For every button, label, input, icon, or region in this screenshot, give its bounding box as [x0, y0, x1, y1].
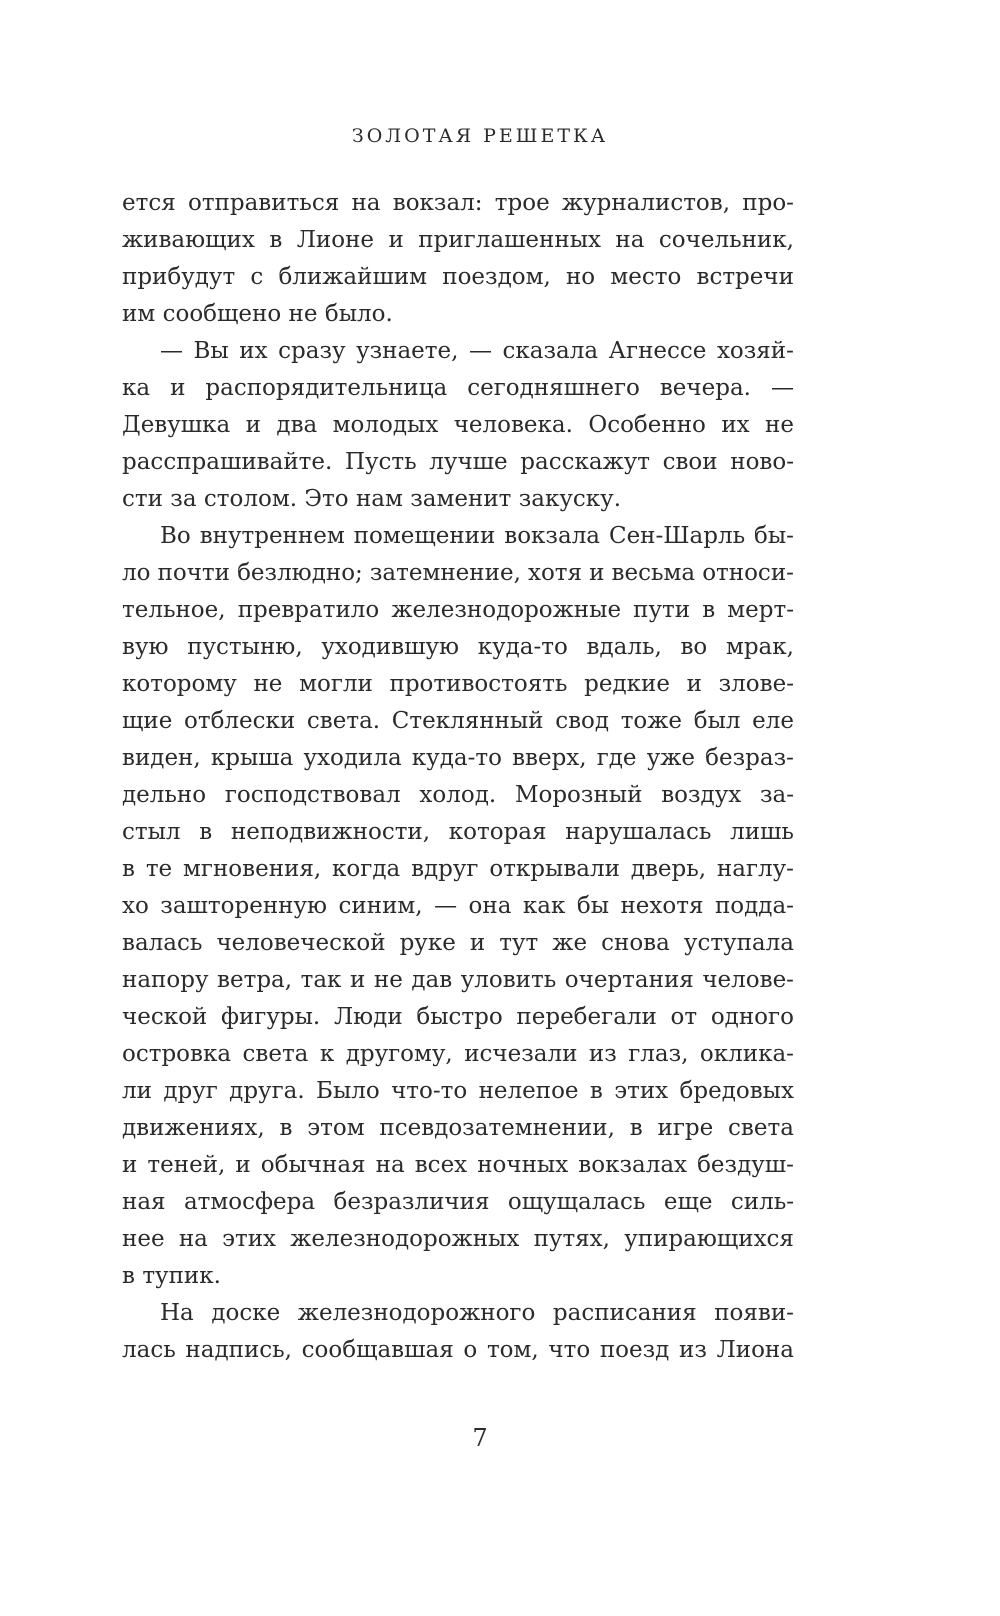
- word: был: [693, 708, 741, 734]
- word: вокзал:: [392, 190, 483, 216]
- word: всех: [414, 1152, 468, 1178]
- word: на: [351, 190, 381, 216]
- word: расскажут: [520, 449, 650, 475]
- word: уступала: [683, 930, 794, 956]
- word: так: [300, 967, 342, 993]
- word: челове-: [702, 967, 794, 993]
- word: подда-: [714, 893, 794, 919]
- word: тоже: [620, 708, 683, 734]
- word: которому: [122, 671, 237, 697]
- word: и: [245, 412, 262, 438]
- word: вокзала: [504, 523, 601, 549]
- word: и: [349, 967, 366, 993]
- text-line: [122, 407, 794, 444]
- word: теней,: [147, 1152, 226, 1178]
- word: этих: [614, 1078, 669, 1104]
- text-line: [122, 370, 794, 407]
- word: уловить: [460, 967, 557, 993]
- word: трое: [494, 190, 550, 216]
- word: нелепое: [478, 1078, 579, 1104]
- word: ночных: [477, 1152, 569, 1178]
- text-line: [122, 1221, 794, 1258]
- text-line: [122, 185, 794, 222]
- word: затемнение,: [369, 560, 521, 586]
- word: Вы: [193, 338, 229, 364]
- text-line: [122, 1295, 794, 1332]
- word: два: [276, 412, 318, 438]
- text-line: [122, 777, 794, 814]
- word: зашторенную: [160, 893, 328, 919]
- word: света: [728, 1115, 794, 1141]
- text-line: [122, 592, 794, 629]
- text-line: [122, 481, 794, 518]
- word: столом.: [203, 486, 298, 512]
- word: ощущалась: [507, 1189, 646, 1215]
- text-line: [122, 1258, 794, 1295]
- word: на: [178, 1226, 208, 1252]
- word: ближайшим: [278, 264, 428, 290]
- word: лишь: [730, 819, 794, 845]
- word: вверх,: [512, 745, 587, 771]
- word: очертания: [564, 967, 694, 993]
- word: Люди: [333, 1004, 403, 1030]
- word: уходившую: [321, 634, 460, 660]
- word: —: [434, 893, 458, 919]
- word: другому,: [345, 1041, 453, 1067]
- running-head: ЗОЛОТАЯ РЕШЕТКА: [351, 125, 609, 147]
- word: те: [145, 856, 173, 882]
- word: надпись,: [185, 1337, 292, 1363]
- word: валась: [122, 930, 203, 956]
- word: наглу-: [716, 856, 794, 882]
- word: сегодняшнего: [467, 375, 640, 401]
- word: с: [250, 264, 264, 290]
- word: неподвижности,: [230, 819, 431, 845]
- word: их: [239, 338, 268, 364]
- word: место: [610, 264, 682, 290]
- word: она: [468, 893, 512, 919]
- word: Стеклянный: [391, 708, 544, 734]
- word: безразличия: [333, 1189, 490, 1215]
- word: псевдозатемнении,: [379, 1115, 615, 1141]
- word: приглашенных: [418, 227, 601, 253]
- word: мерт-: [727, 597, 794, 623]
- word: островка: [122, 1041, 232, 1067]
- word: бы-: [754, 523, 794, 549]
- word: отблески: [184, 708, 296, 734]
- word: закуску.: [518, 486, 622, 512]
- word: вдруг: [411, 856, 479, 882]
- text-line: [122, 444, 794, 481]
- word: пути: [633, 597, 691, 623]
- word: свод: [555, 708, 610, 734]
- word: путях,: [533, 1226, 610, 1252]
- word: и: [589, 560, 605, 586]
- word: было.: [324, 301, 393, 327]
- word: вую: [122, 634, 169, 660]
- word: расспрашивайте.: [122, 449, 333, 475]
- word: за-: [759, 782, 794, 808]
- word: им: [122, 301, 156, 327]
- word: про-: [742, 190, 794, 216]
- word: Лиона: [716, 1337, 794, 1363]
- text-line: [122, 888, 794, 925]
- text-line: [122, 814, 794, 851]
- text-line: [122, 962, 794, 999]
- word: распорядительница: [205, 375, 448, 401]
- word: и: [235, 1152, 251, 1178]
- word: от: [670, 1004, 698, 1030]
- word: как: [522, 893, 566, 919]
- word: руке: [399, 930, 456, 956]
- word: На: [160, 1300, 194, 1326]
- word: нехотя: [620, 893, 704, 919]
- word: доске: [211, 1300, 281, 1326]
- word: и: [170, 375, 186, 401]
- text-line: [122, 1036, 794, 1073]
- word: превратило: [237, 597, 380, 623]
- word: Морозный: [514, 782, 643, 808]
- word: сообщавшая: [301, 1337, 454, 1363]
- word: друг: [163, 1078, 218, 1104]
- word: человека.: [453, 412, 573, 438]
- word: внутреннем: [199, 523, 345, 549]
- text-line: [122, 333, 794, 370]
- word: воздух: [661, 782, 742, 808]
- word: нам: [355, 486, 403, 512]
- word: поезд: [599, 1337, 670, 1363]
- word: но: [565, 264, 596, 290]
- page-number: 7: [472, 1424, 488, 1452]
- word: весьма: [611, 560, 696, 586]
- word: ная: [122, 1189, 166, 1215]
- word: в: [629, 1115, 643, 1141]
- word: ветра,: [217, 967, 293, 993]
- word: ка: [122, 375, 151, 401]
- word: сообщено: [162, 301, 282, 327]
- word: железнодорожного: [297, 1300, 536, 1326]
- word: дав: [411, 967, 453, 993]
- word: виден,: [122, 745, 201, 771]
- word: одного: [710, 1004, 794, 1030]
- word: хо: [122, 893, 149, 919]
- word: Пусть: [344, 449, 417, 475]
- word: ново-: [730, 449, 794, 475]
- word: на: [615, 227, 645, 253]
- word: движениях,: [122, 1115, 265, 1141]
- word: нарушалась: [565, 819, 712, 845]
- word: вечера.: [659, 375, 751, 401]
- word: человеческой: [216, 930, 386, 956]
- word: этом: [307, 1115, 365, 1141]
- word: упирающихся: [624, 1226, 794, 1252]
- word: не: [253, 671, 283, 697]
- word: и: [686, 671, 702, 697]
- word: Это: [304, 486, 349, 512]
- word: Было: [316, 1078, 380, 1104]
- text-line: [122, 740, 794, 777]
- text-line: [122, 999, 794, 1036]
- text-line: [122, 666, 794, 703]
- word: куда-то: [411, 745, 502, 771]
- word: света: [242, 1041, 309, 1067]
- word: щие: [122, 708, 173, 734]
- word: лась: [122, 1337, 176, 1363]
- word: редкие: [584, 671, 670, 697]
- word: света.: [306, 708, 381, 734]
- word: напору: [122, 967, 209, 993]
- text-line: [122, 1184, 794, 1221]
- word: железнодорожных: [290, 1226, 520, 1252]
- word: из: [588, 1041, 617, 1067]
- word: еле: [752, 708, 794, 734]
- word: сразу: [278, 338, 346, 364]
- word: в: [279, 1115, 293, 1141]
- word: злове-: [718, 671, 794, 697]
- word: лучше: [429, 449, 508, 475]
- word: Девушка: [122, 412, 231, 438]
- word: и: [122, 1152, 138, 1178]
- word: о: [463, 1337, 478, 1363]
- word: прибудут: [122, 264, 236, 290]
- word: дельно: [122, 782, 207, 808]
- word: в: [702, 597, 716, 623]
- word: дверь,: [630, 856, 707, 882]
- word: живающих: [122, 227, 255, 253]
- word: и: [388, 227, 404, 253]
- text-line: [122, 222, 794, 259]
- word: вокзалах: [578, 1152, 688, 1178]
- word: сти: [122, 486, 163, 512]
- text-line: [122, 925, 794, 962]
- text-line: [122, 1073, 794, 1110]
- word: появи-: [714, 1300, 794, 1326]
- word: синим,: [338, 893, 423, 919]
- word: помещении: [353, 523, 496, 549]
- text-line: [122, 851, 794, 888]
- word: узнаете,: [356, 338, 459, 364]
- word: глаз,: [628, 1041, 689, 1067]
- word: этих: [222, 1226, 277, 1252]
- word: атмосфера: [183, 1189, 316, 1215]
- word: и: [469, 930, 486, 956]
- text-line: [122, 1110, 794, 1147]
- word: бездуш-: [697, 1152, 794, 1178]
- word: могли: [299, 671, 373, 697]
- text-line: [122, 1147, 794, 1184]
- word: Во: [160, 523, 191, 549]
- word: хозяй-: [716, 338, 794, 364]
- word: не: [765, 412, 794, 438]
- word: стыл: [122, 819, 181, 845]
- text-line: [122, 703, 794, 740]
- word: мрак,: [725, 634, 794, 660]
- word: которая: [448, 819, 547, 845]
- text-line: [122, 518, 794, 555]
- word: оклика-: [699, 1041, 794, 1067]
- word: противостоять: [389, 671, 568, 697]
- word: же: [552, 930, 588, 956]
- word: что: [548, 1337, 591, 1363]
- text-line: [122, 259, 794, 296]
- word: хотя: [527, 560, 583, 586]
- word: относи-: [702, 560, 794, 586]
- word: фигуры.: [220, 1004, 321, 1030]
- word: в: [269, 227, 283, 253]
- word: безлюдно;: [237, 560, 363, 586]
- word: —: [468, 338, 492, 364]
- word: Лионе: [296, 227, 375, 253]
- word: в: [122, 856, 135, 882]
- word: встречи: [696, 264, 794, 290]
- word: из: [679, 1337, 707, 1363]
- word: отправиться: [187, 190, 340, 216]
- word: когда: [332, 856, 401, 882]
- text-line: [122, 1332, 794, 1369]
- word: в: [589, 1078, 603, 1104]
- word: пустыню,: [187, 634, 303, 660]
- word: ло: [122, 560, 151, 586]
- word: что-то: [391, 1078, 468, 1104]
- word: открывали: [489, 856, 620, 882]
- word: бы: [576, 893, 609, 919]
- word: свои: [662, 449, 718, 475]
- word: за: [170, 486, 197, 512]
- text-line: [122, 629, 794, 666]
- body-text: [122, 185, 794, 1369]
- word: Агнессе: [608, 338, 707, 364]
- word: том,: [486, 1337, 539, 1363]
- word: друга.: [229, 1078, 305, 1104]
- word: обычная: [260, 1152, 366, 1178]
- word: ческой: [122, 1004, 208, 1030]
- word: на: [375, 1152, 405, 1178]
- word: нее: [122, 1226, 165, 1252]
- word: железнодорожные: [391, 597, 622, 623]
- word: их: [721, 412, 750, 438]
- word: мгновения,: [183, 856, 322, 882]
- word: Особенно: [588, 412, 706, 438]
- word: во: [680, 634, 708, 660]
- word: расписания: [552, 1300, 697, 1326]
- word: Сен-Шарль: [608, 523, 746, 549]
- word: перебегали: [516, 1004, 657, 1030]
- word: где: [596, 745, 637, 771]
- word: исчезали: [464, 1041, 578, 1067]
- word: господствовал: [224, 782, 401, 808]
- word: не: [288, 301, 318, 327]
- word: тельное,: [122, 597, 226, 623]
- text-line: [122, 296, 794, 333]
- word: в: [122, 1263, 135, 1289]
- text-line: [122, 555, 794, 592]
- word: холод.: [419, 782, 497, 808]
- word: еще: [663, 1189, 713, 1215]
- word: сказала: [502, 338, 599, 364]
- word: сочельник,: [658, 227, 794, 253]
- word: не: [373, 967, 403, 993]
- word: вдаль,: [586, 634, 662, 660]
- word: поездом,: [442, 264, 551, 290]
- word: ли: [122, 1078, 152, 1104]
- word: игре: [657, 1115, 714, 1141]
- word: заменит: [410, 486, 512, 512]
- word: тупик.: [142, 1263, 221, 1289]
- word: тут: [499, 930, 539, 956]
- word: в: [199, 819, 213, 845]
- word: ется: [122, 190, 176, 216]
- word: к: [319, 1041, 335, 1067]
- word: уходила: [303, 745, 402, 771]
- word: безраз-: [705, 745, 794, 771]
- word: журналистов,: [561, 190, 731, 216]
- word: снова: [601, 930, 670, 956]
- word: почти: [157, 560, 230, 586]
- word: силь-: [730, 1189, 794, 1215]
- word: —: [160, 338, 183, 364]
- word: крыша: [210, 745, 294, 771]
- word: быстро: [416, 1004, 503, 1030]
- word: молодых: [332, 412, 439, 438]
- word: куда-то: [477, 634, 568, 660]
- word: —: [770, 375, 794, 401]
- word: уже: [646, 745, 695, 771]
- word: бредовых: [679, 1078, 794, 1104]
